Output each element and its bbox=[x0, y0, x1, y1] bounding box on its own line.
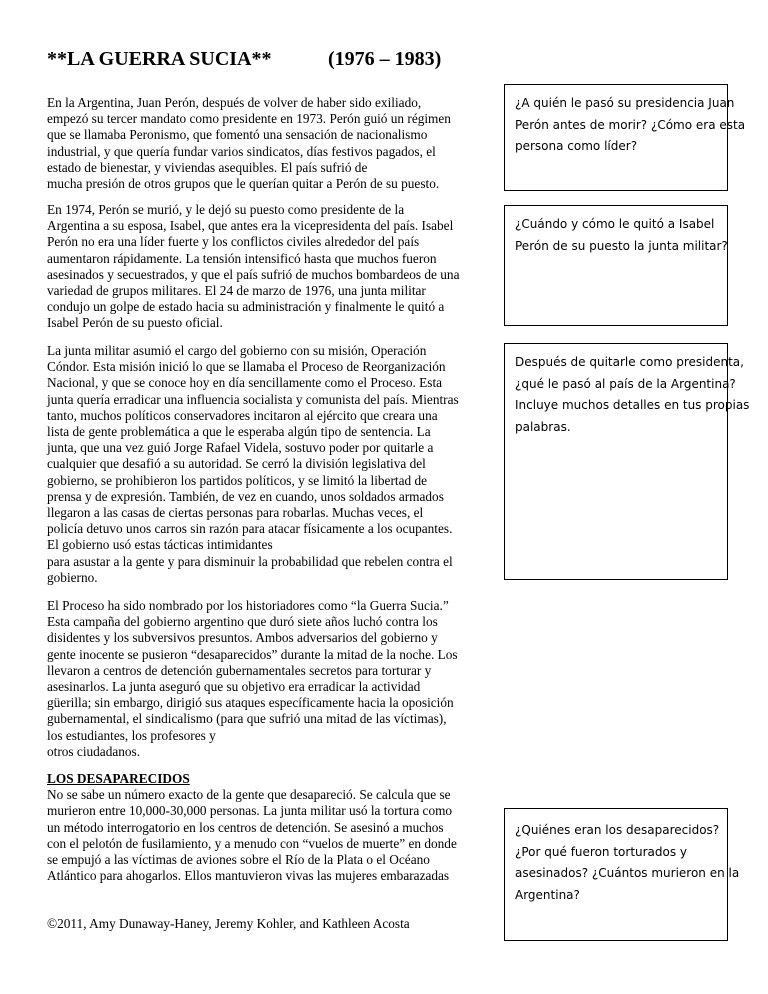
title-years: (1976 – 1983) bbox=[328, 48, 442, 70]
paragraph-peron-return bbox=[47, 95, 487, 192]
text-line: En la Argentina, Juan Perón, después de volver de haber sido exiliado, bbox=[47, 95, 422, 110]
text-line: asesinados y secuestrados, y que el país sufrió de muchos bombardeos de una bbox=[47, 266, 460, 282]
text-line: junta quería erradicar una influencia socialista y comunista del país. Mientras bbox=[47, 391, 459, 407]
question-line: ¿Por qué fueron torturados y bbox=[515, 844, 688, 859]
text-line: gente inocente se pusieron “desaparecidos” durante la mitad de la noche. Los bbox=[47, 646, 458, 662]
text-line: En 1974, Perón se murió, y le dejó su puesto como presidente de la bbox=[47, 202, 405, 217]
paragraph-isabel-peron bbox=[47, 202, 487, 332]
text-line: cualquier que desafió a su autoridad. Se cerró la división legislativa del bbox=[47, 456, 426, 472]
question-line: Perón de su puesto la junta militar? bbox=[515, 238, 728, 253]
text-line: El Proceso ha sido nombrado por los historiadores como “la Guerra Sucia.” bbox=[47, 598, 449, 613]
question-box-3[interactable] bbox=[504, 343, 750, 580]
text-line: que se llamaba Peronismo, que fomentó una sensación de nacionalismo bbox=[47, 127, 428, 143]
text-line: No se sabe un número exacto de la gente que desapareció. Se calcula que se bbox=[47, 787, 451, 803]
question-box-2[interactable] bbox=[504, 205, 728, 326]
text-line: murieron entre 10,000-30,000 personas. La junta militar usó la tortura como bbox=[47, 803, 453, 819]
text-line: policía detuvo unos carros sin razón para atacar físicamente a los ocupantes. bbox=[47, 521, 453, 537]
paragraph-desaparecidos bbox=[47, 771, 487, 884]
text-line: llegaron a las casas de ciertas personas para robarlas. Muchas veces, el bbox=[47, 505, 424, 521]
text-line: aumentaron rápidamente. La tensión intensificó hasta que muchos fueron bbox=[47, 250, 437, 266]
text-line: Esta campaña del gobierno argentino que duró siete años luchó contra los bbox=[47, 614, 438, 630]
section-heading: LOS DESAPARECIDOS bbox=[47, 771, 190, 786]
question-line: ¿Cuándo y cómo le quitó a Isabel bbox=[515, 217, 715, 231]
text-line: Argentina a su esposa, Isabel, que antes era la vicepresidenta del país. Isabel bbox=[47, 218, 454, 234]
text-line: empezó su tercer mandato como presidente en 1973. Perón guió un régimen bbox=[47, 111, 451, 127]
question-box-4[interactable] bbox=[504, 808, 740, 941]
paragraph-guerra-sucia bbox=[47, 598, 487, 760]
text-line: lista de gente problemática a que le esperaba algún tipo de sentencia. La bbox=[47, 424, 431, 440]
text-line: estado de bienestar, y viviendas asequibles. El país sufrió de bbox=[47, 159, 368, 175]
text-line: Cóndor. Esta misión inició lo que se llamaba el Proceso de Reorganización bbox=[47, 359, 446, 375]
text-line: prensa y de expresión. También, de vez en cuando, unos soldados armados bbox=[47, 488, 444, 504]
copyright-footer: ©2011, Amy Dunaway-Haney, Jeremy Kohler, and Kathleen Acosta bbox=[47, 916, 410, 931]
text-line: llevaron a centros de detención gubernamentales secretos para torturar y bbox=[47, 662, 432, 678]
text-line: con el pelotón de fusilamiento, y a menudo con “vuelos de muerte” en donde bbox=[47, 835, 457, 851]
text-line: industrial, y que quería fundar varios sindicatos, días festivos pagados, el bbox=[47, 143, 436, 159]
text-line: un método interrogatorio en los centros de detención. Se asesinó a muchos bbox=[47, 819, 444, 835]
question-line: ¿Quiénes eran los desaparecidos? bbox=[515, 823, 720, 837]
text-line: Isabel Perón de su puesto oficial. bbox=[47, 315, 223, 331]
question-line: asesinados? ¿Cuántos murieron en la bbox=[515, 866, 740, 880]
text-line: gubernamental, el sindicalismo (para que sufrió una mitad de las víctimas), bbox=[47, 711, 447, 727]
text-line: junta, que una vez guió Jorge Rafael Videla, sostuvo poder por quitarle a bbox=[47, 440, 434, 456]
question-line: ¿qué le pasó al país de la Argentina? bbox=[515, 376, 736, 391]
text-line: para asustar a la gente y para disminuir la probabilidad que rebelen contra el bbox=[47, 553, 453, 569]
question-line: ¿A quién le pasó su presidencia Juan bbox=[515, 96, 735, 110]
question-line: Argentina? bbox=[515, 887, 580, 902]
text-line: mucha presión de otros grupos que le querían quitar a Perón de su puesto. bbox=[47, 176, 440, 192]
text-line: variedad de grupos militares. El 24 de marzo de 1976, una junta militar bbox=[47, 283, 426, 299]
paragraph-junta-militar bbox=[47, 343, 487, 586]
text-line: asesinarlos. La junta aseguró que su objetivo era erradicar la actividad bbox=[47, 679, 421, 695]
text-line: otros ciudadanos. bbox=[47, 743, 141, 759]
page-title bbox=[47, 48, 442, 71]
text-line: La junta militar asumió el cargo del gobierno con su misión, Operación bbox=[47, 343, 427, 358]
text-line: Nacional, y que se conoce hoy en día sencillamente como el Proceso. Esta bbox=[47, 375, 443, 391]
question-line: Después de quitarle como presidenta, bbox=[515, 355, 744, 369]
text-line: condujo un golpe de estado hacia su administración y finalmente le quitó a bbox=[47, 299, 445, 315]
text-line: gobierno. bbox=[47, 569, 98, 585]
question-line: Incluye muchos detalles en tus propias bbox=[515, 398, 750, 412]
text-line: El gobierno usó estas tácticas intimidantes bbox=[47, 537, 273, 553]
question-line: Perón antes de morir? ¿Cómo era esta bbox=[515, 117, 746, 132]
text-line: Perón no era una líder fuerte y los conflictos civiles alrededor del país bbox=[47, 234, 420, 250]
text-line: disidentes y los subversivos presuntos. Ambos adversarios del gobierno y bbox=[47, 630, 438, 646]
question-box-1[interactable] bbox=[504, 84, 746, 191]
text-line: los estudiantes, los profesores y bbox=[47, 727, 216, 743]
text-line: gobierno, se prohibieron los partidos políticos, y se limitó la libertad de bbox=[47, 472, 427, 488]
question-line: palabras. bbox=[515, 419, 571, 434]
text-line: se empujó a las víctimas de aviones sobre el Río de la Plata o el Océano bbox=[47, 852, 430, 868]
title-main: **LA GUERRA SUCIA** bbox=[47, 48, 272, 70]
text-line: güerilla; sin embargo, dirigió sus ataques específicamente hacia la oposición bbox=[47, 695, 454, 711]
text-line: tanto, muchos políticos conservadores incitaron al ejército que creara una bbox=[47, 407, 438, 423]
question-line: persona como líder? bbox=[515, 139, 638, 153]
text-line: Atlántico para ahogarlos. Ellos mantuvieron vivas las mujeres embarazadas bbox=[47, 868, 450, 884]
